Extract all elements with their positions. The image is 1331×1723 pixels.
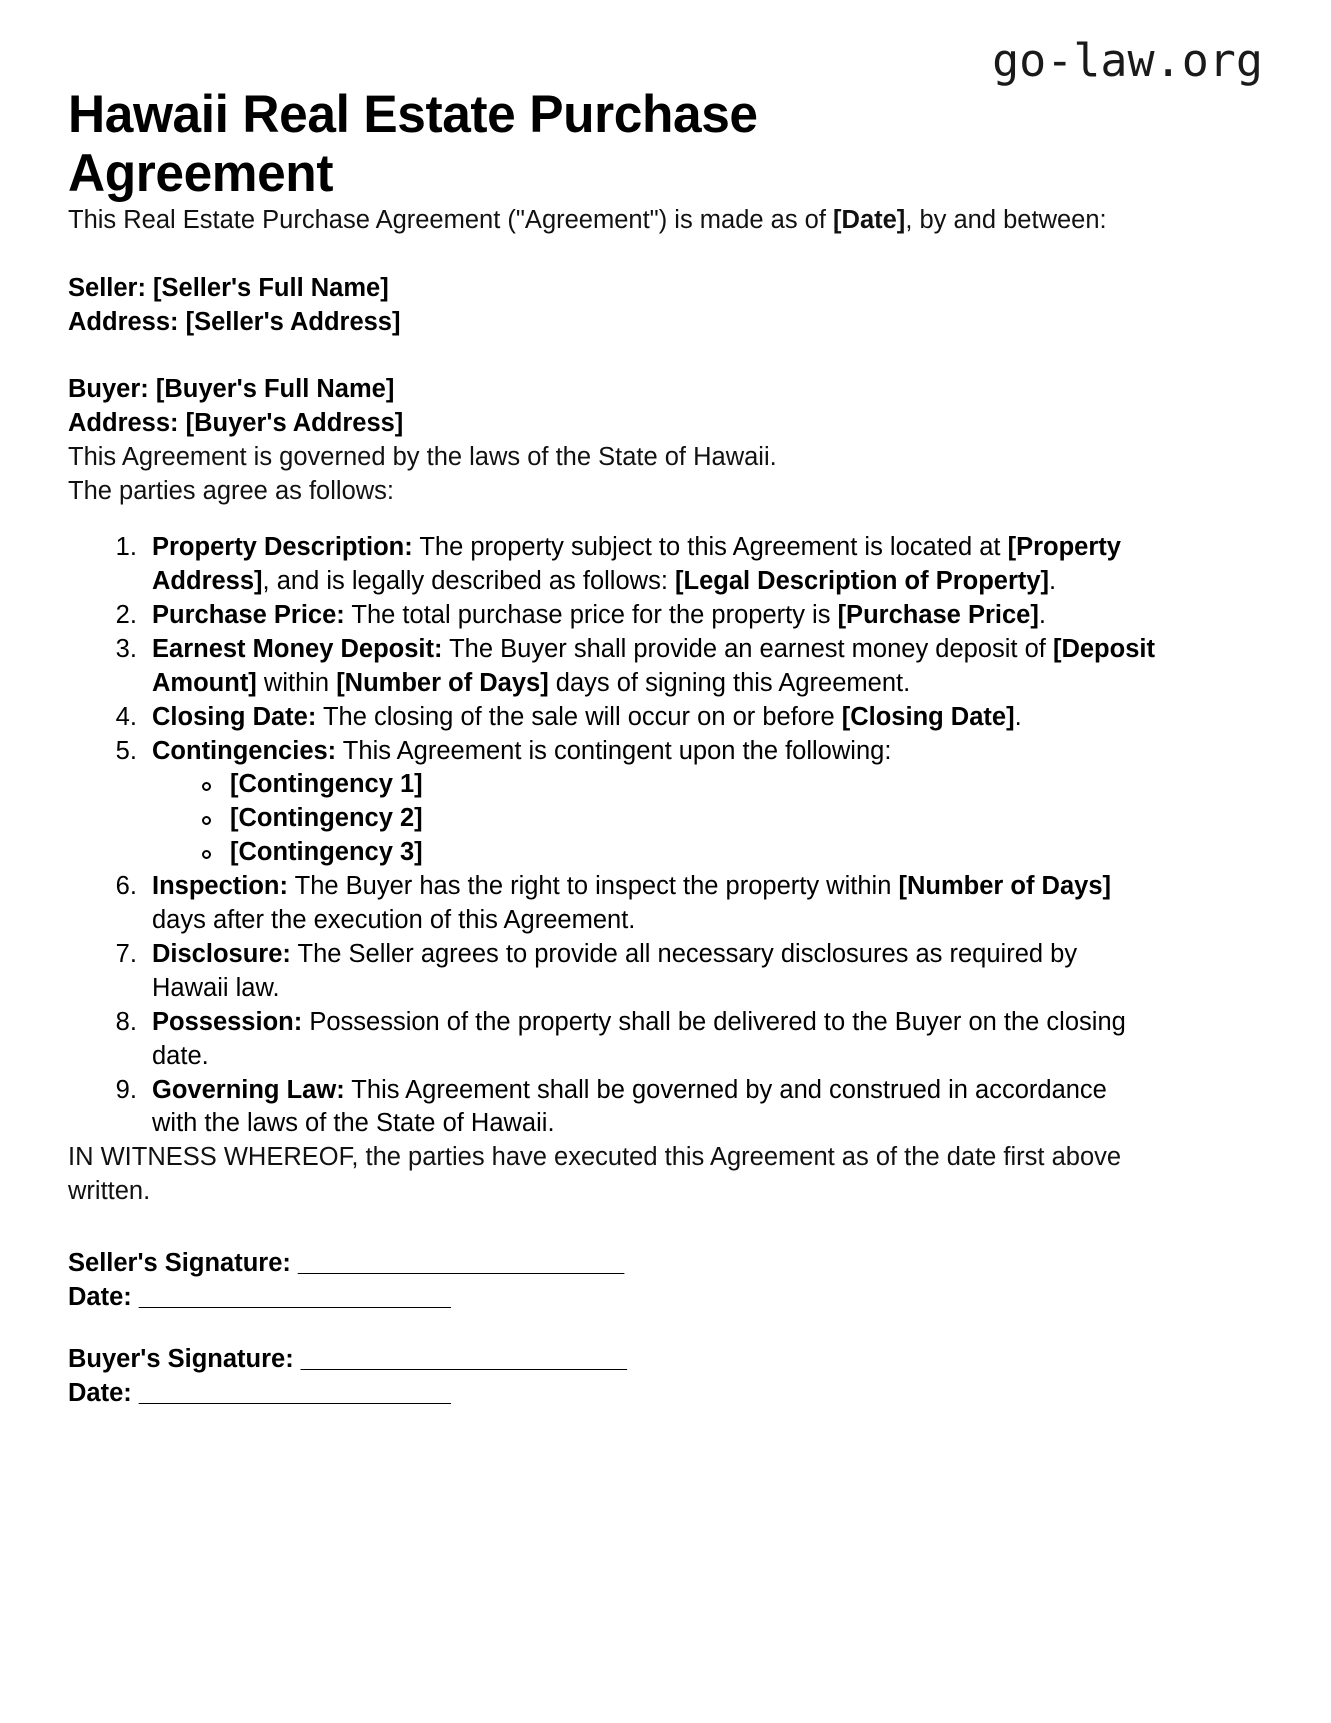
list-item [144,701,1156,735]
term-text-1: This Agreement shall be governed by and construed in accordance with the laws of the State of Hawaii. [152,1075,1107,1138]
buyer-address-line: Address: [Buyer's Address] [68,409,404,438]
buyer-date-line: Date: ______________________ [68,1378,451,1407]
buyer-signature-line: Buyer's Signature: _______________________ [68,1345,627,1373]
term-label: Governing Law: [152,1075,345,1104]
term-text-2: , and is legally described as follows: [262,566,675,595]
terms-list [68,531,1156,1141]
seller-party-block [68,272,1156,340]
term-text-1: The closing of the sale will occur on or before [316,702,842,731]
term-placeholder-1: [Property Address] [152,533,1121,595]
term-label: Closing Date: [152,702,317,731]
intro-text-before: This Real Estate Purchase Agreement ("Agreement") is made as of [68,205,834,234]
agreement-lead-in: The parties agree as follows: [68,477,394,506]
term-text-1: The Buyer has the right to inspect the property within [288,872,899,901]
term-label: Earnest Money Deposit: [152,634,443,663]
term-text-2: days after the execution of this Agreement. [152,906,636,935]
term-text-3: days of signing this Agreement. [548,668,911,697]
site-logo: go-law.org [992,34,1263,87]
term-text-1: The Seller agrees to provide all necessary disclosures as required by Hawaii law. [152,939,1078,1002]
seller-signature-block [68,1247,1156,1315]
term-text-2: . [1038,600,1046,629]
term-text-3: . [1049,566,1057,595]
term-text-2: . [1014,702,1022,731]
list-item [144,599,1156,633]
seller-name-line: Seller: [Seller's Full Name] [68,273,389,302]
intro-paragraph [68,204,1156,238]
term-label: Property Description: [152,533,413,562]
term-text-1: The property subject to this Agreement is located at [412,533,1008,562]
contingencies-list [152,768,1156,870]
intro-text-after: , by and between: [905,205,1107,234]
term-placeholder-1: [Closing Date] [841,702,1015,731]
term-placeholder-1: [Number of Days] [898,872,1111,901]
seller-date-line: Date: ______________________ [68,1283,451,1312]
term-placeholder-1: [Purchase Price] [837,600,1039,629]
term-placeholder-2: [Legal Description of Property] [675,566,1050,595]
term-text-1: The total purchase price for the property is [344,600,838,629]
governing-law-note: This Agreement is governed by the laws of the State of Hawaii. [68,443,777,472]
term-text-1: The Buyer shall provide an earnest money deposit of [442,634,1053,663]
list-item [144,633,1156,701]
list-item [144,870,1156,938]
term-text-2: within [256,668,337,697]
term-label: Disclosure: [152,939,291,968]
term-placeholder-2: [Number of Days] [336,668,549,697]
buyer-name-line: Buyer: [Buyer's Full Name] [68,375,395,404]
intro-date-placeholder: [Date] [833,205,906,234]
page-title: Hawaii Real Estate Purchase Agreement [68,85,758,204]
list-item [144,1006,1156,1074]
term-label: Contingencies: [152,736,337,765]
buyer-party-block [68,373,1156,441]
list-item [144,938,1156,1006]
seller-address-line: Address: [Seller's Address] [68,307,401,336]
list-item [144,735,1156,871]
term-text-1: Possession of the property shall be delivered to the Buyer on the closing date. [152,1007,1126,1070]
term-label: Inspection: [152,872,289,901]
term-placeholder-1: [Deposit Amount] [152,634,1155,697]
buyer-signature-block [68,1343,1156,1411]
list-item: [Contingency 3] [198,836,1156,870]
list-item [144,531,1156,599]
seller-signature-line: Seller's Signature: _______________________ [68,1249,625,1278]
signature-spacer [68,1315,1156,1343]
term-label: Purchase Price: [152,600,345,629]
document-body [68,0,1156,1411]
list-item [144,1074,1156,1142]
list-item: [Contingency 1] [198,768,1156,802]
witness-clause: IN WITNESS WHEREOF, the parties have executed this Agreement as of the date first above written. [68,1143,1122,1206]
list-item: [Contingency 2] [198,802,1156,836]
term-text-1: This Agreement is contingent upon the following: [336,736,892,765]
term-label: Possession: [152,1007,303,1036]
